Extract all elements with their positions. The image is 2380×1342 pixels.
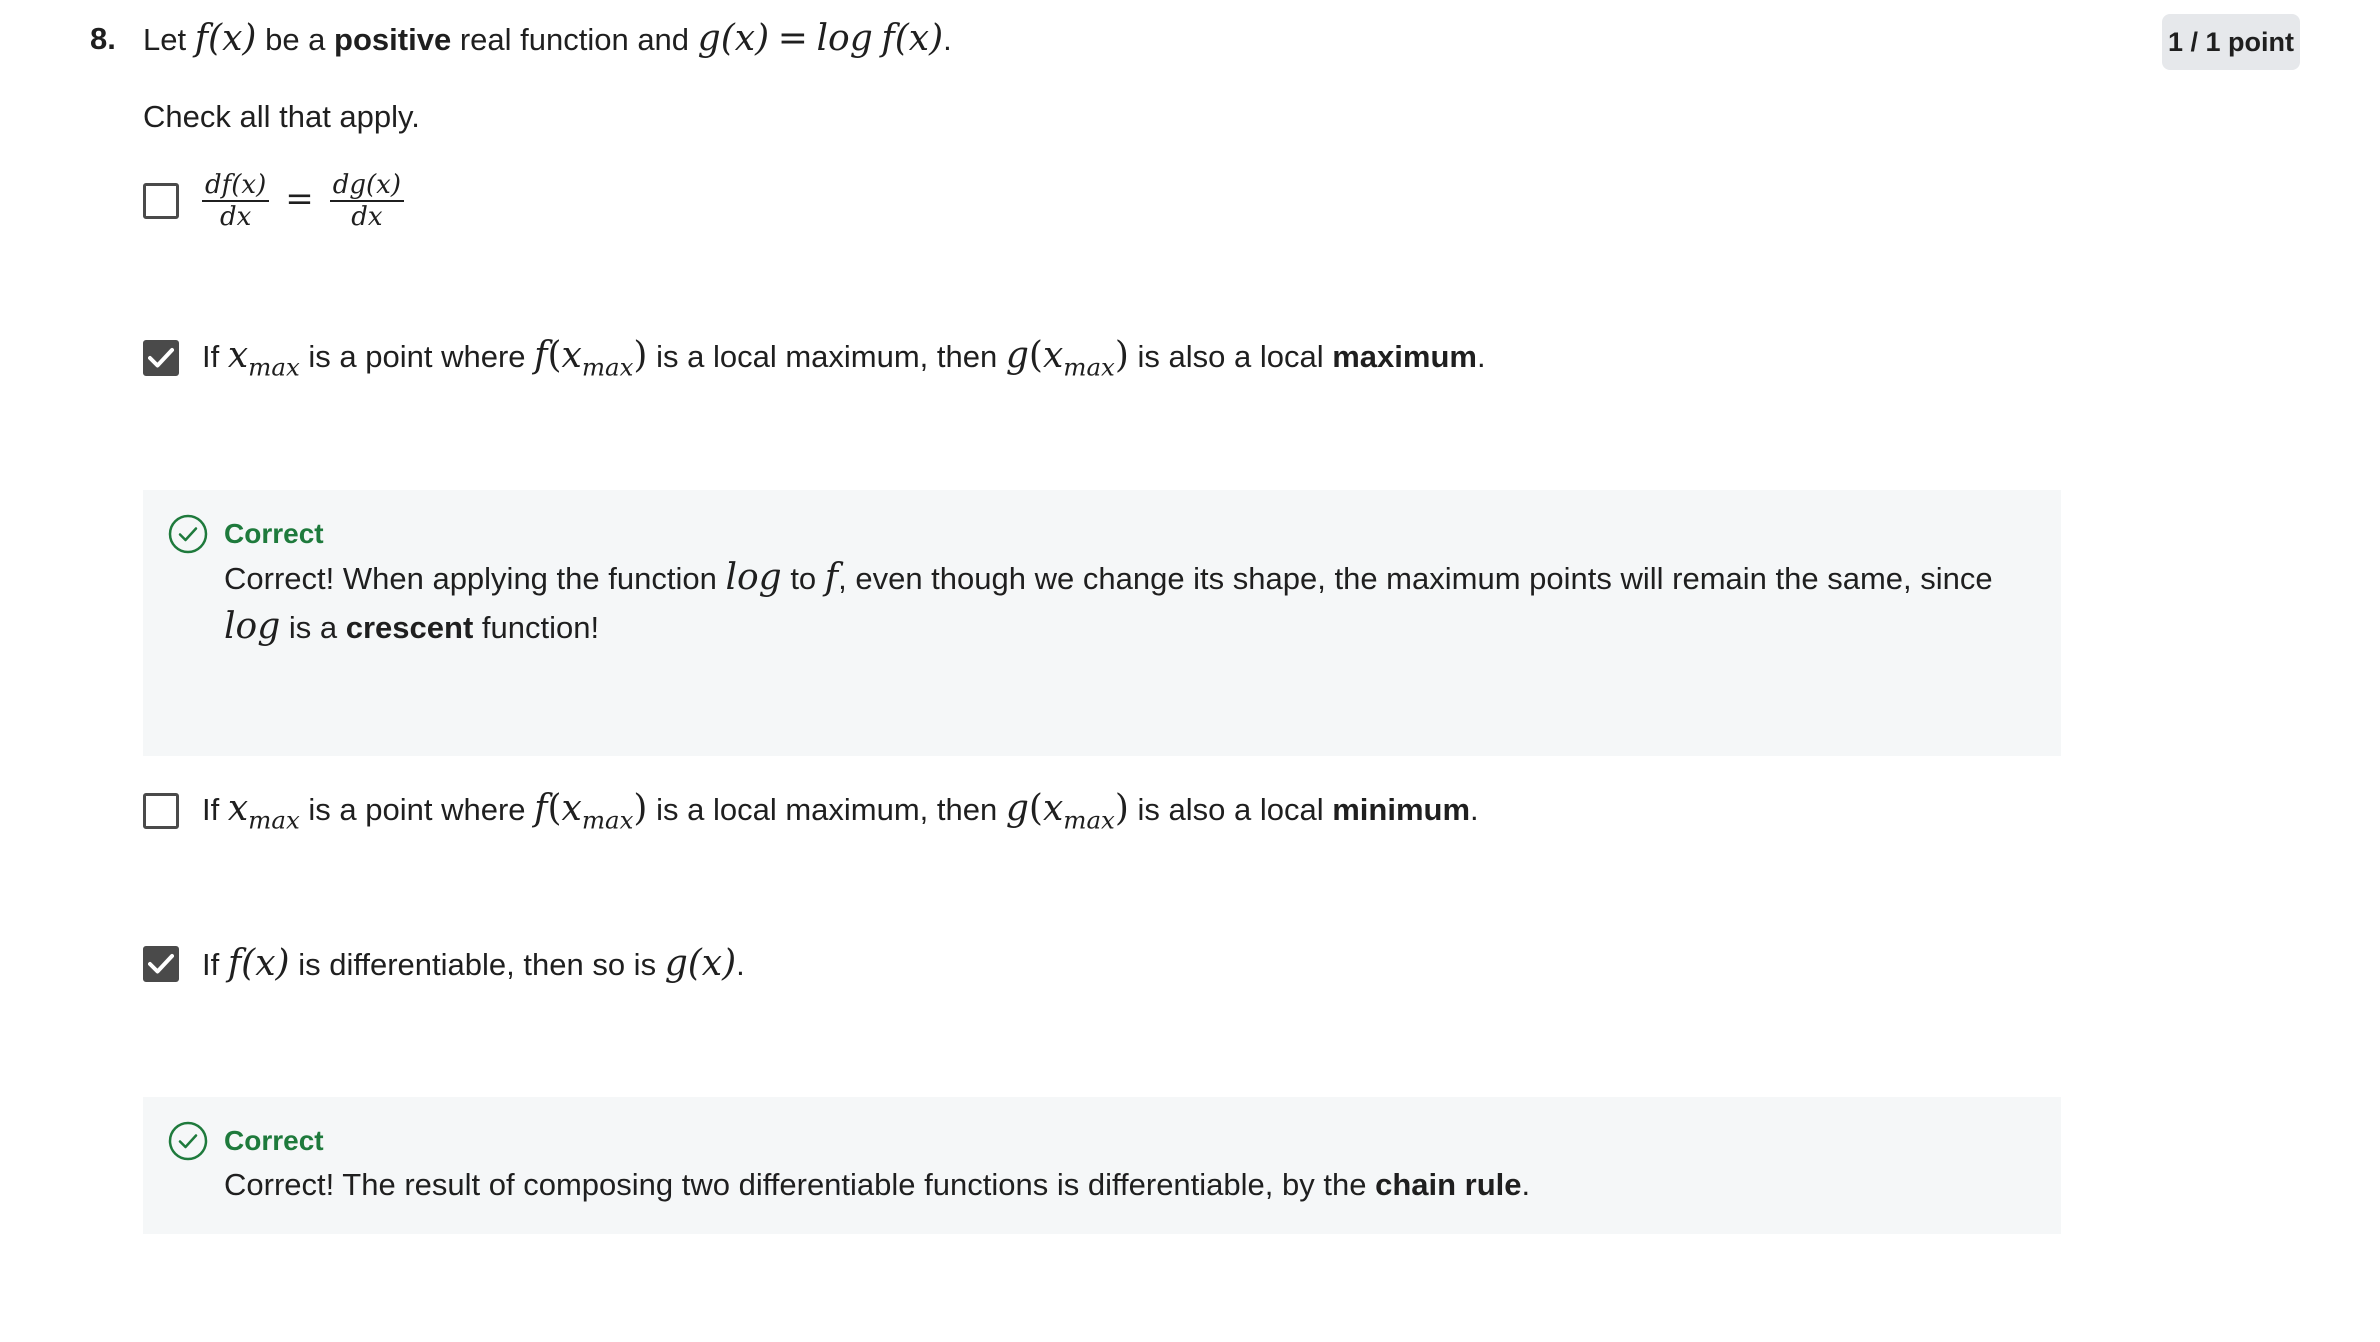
question-number: 8.: [90, 21, 116, 56]
feedback-text: Correct! When applying the function log to f, even though we change its shape, the maximum points will remain the same, since log is a crescent function!: [224, 557, 1993, 647]
option-4-text: If f(x) is differentiable, then so is g(x).: [202, 943, 745, 984]
checkbox-option-2[interactable]: [143, 340, 179, 376]
option-3[interactable]: [143, 788, 1479, 835]
option-4[interactable]: [143, 943, 745, 984]
checkbox-option-1[interactable]: [143, 183, 179, 219]
feedback-title: Correct: [224, 1125, 324, 1156]
option-2[interactable]: [143, 335, 1486, 382]
option-1-formula: $\frac{df(x)}{dx}$ = $\frac{dg(x)}{dx}$: [202, 170, 404, 232]
feedback-correct-1: [143, 490, 2061, 756]
option-1[interactable]: [143, 170, 404, 232]
option-2-text: If $x_{max}$ is a point where $f(x_{max})$ is a local maximum, then $g(x_{max})$ is also a local maximum.: [202, 335, 1486, 382]
check-icon: [148, 347, 174, 369]
instruction-text: Check all that apply.: [143, 99, 420, 134]
check-icon: [148, 953, 174, 975]
points-badge: 1 / 1 point: [2162, 14, 2300, 70]
checkbox-option-3[interactable]: [143, 793, 179, 829]
feedback-correct-2: [143, 1097, 2061, 1234]
feedback-text: Correct! The result of composing two differentiable functions is differentiable, by the chain rule.: [224, 1167, 1531, 1202]
check-circle-icon: [168, 1121, 208, 1161]
feedback-title: Correct: [224, 518, 324, 549]
checkbox-option-4[interactable]: [143, 946, 179, 982]
option-3-text: If $x_{max}$ is a point where $f(x_{max})$ is a local maximum, then $g(x_{max})$ is also a local minimum.: [202, 788, 1479, 835]
check-circle-icon: [168, 514, 208, 554]
question-prompt: Let f(x) be a positive real function and g(x) = log f(x).: [143, 18, 952, 59]
